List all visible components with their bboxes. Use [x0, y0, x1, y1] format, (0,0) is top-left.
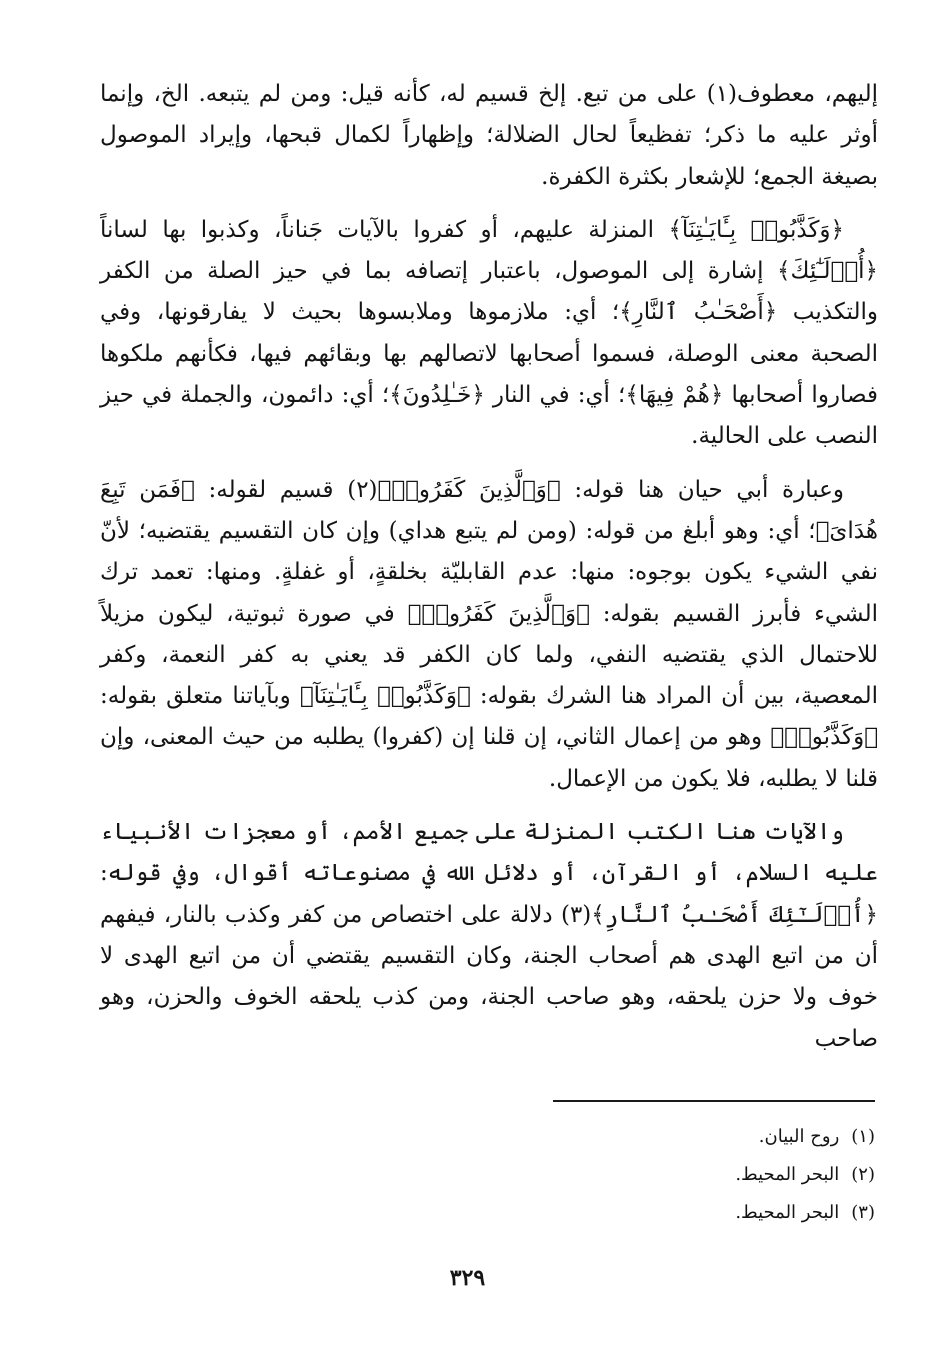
footnote-number: (١): [851, 1126, 875, 1147]
main-text: [100, 74, 878, 1072]
footnote-number: (٢): [851, 1164, 875, 1185]
footnote-text: البحر المحيط.: [735, 1164, 840, 1185]
page-number: ٣٢٩: [449, 1265, 486, 1291]
footnote-separator: [553, 1100, 875, 1102]
paragraph-2: ﴿وَكَذَّبُوا۟ بِـَٔايَـٰتِنَآ﴾ المنزلة عليهم، أو كفروا بالآيات جَناناً، وكذبوا بها لساناً ﴿أُو۟لَـٰٓئِكَ﴾ إشارة إلى الموصول، باعتبار إتصافه بما في حيز الصلة من الكفر والتكذيب ﴿أَصْحَـٰبُ ٱلنَّارِ﴾؛ أي: ملازموها وملابسوها بحيث لا يفارقونها، وفي الصحبة معنى الوصلة، فسموا أصحابها لاتصالهم بها وبقائهم فيها، فكأنهم ملكوها فصاروا أصحابها ﴿هُمْ فِيهَا﴾؛ أي: في النار ﴿خَـٰلِدُونَ﴾؛ أي: دائمون، والجملة في حيز النصب على الحالية.: [100, 216, 878, 450]
paragraph-4: والآيات هنا الكتب المنزلة على جميع الأمم، أو معجزات الأنبياء عليه السلام، أو القرآن، أو دلائل الله في مصنوعاته أقوال، وفي قوله: ﴿أُو۟لَـٰٓئِكَ أَصْحَـٰبُ ٱلنَّارِ﴾(٣) دلالة على اختصاص من كفر وكذب بالنار، فيفهم أن من اتبع الهدى هم أصحاب الجنة، وكان التقسيم يقتضي أن من اتبع الهدى لا خوف ولا حزن يلحقه، وهو صاحب الجنة، ومن كذب يلحقه الخوف والحزن، وهو صاحب: [100, 819, 878, 1052]
footnote-3: [553, 1194, 875, 1232]
footnote-text: البحر المحيط.: [735, 1202, 840, 1223]
paragraph-1: إليهم، معطوف(١) على من تبع. إلخ قسيم له، كأنه قيل: ومن لم يتبعه. الخ، وإنما أوثر عليه ما ذكر؛ تفظيعاً لحال الضلالة؛ وإظهاراً لكمال قبحها، وإيراد الموصول بصيغة الجمع؛ للإشعار بكثرة الكفرة.: [100, 81, 878, 190]
footnote-number: (٣): [851, 1202, 875, 1223]
paragraph-3: وعبارة أبي حيان هنا قوله: ﴿وَٱلَّذِينَ كَفَرُوا۟﴾(٢) قسيم لقوله: ﴿فَمَن تَبِعَ هُدَاىَ﴾؛ أي: وهو أبلغ من قوله: (ومن لم يتبع هداي) وإن كان التقسيم يقتضيه؛ لأنّ نفي الشيء يكون بوجوه: منها: عدم القابليّة بخلقةٍ، أو غفلةٍ. ومنها: تعمد ترك الشيء فأبرز القسيم بقوله: ﴿وَٱلَّذِينَ كَفَرُوا۟﴾ في صورة ثبوتية، ليكون مزيلاً للاحتمال الذي يقتضيه النفي، ولما كان الكفر قد يعني به كفر النعمة، وكفر المعصية، بين أن المراد هنا الشرك بقوله: ﴿وَكَذَّبُوا۟ بِـَٔايَـٰتِنَآ﴾ وبآياتنا متعلق بقوله: ﴿وَكَذَّبُوا۟﴾ وهو من إعمال الثاني، إن قلنا إن (كفروا) يطلبه من حيث المعنى، وإن قلنا لا يطلبه، فلا يكون من الإعمال.: [100, 476, 878, 792]
footnote-text: روح البيان.: [758, 1126, 840, 1147]
footnote-1: [553, 1118, 875, 1156]
footnote-2: [553, 1156, 875, 1194]
footnotes: [553, 1118, 875, 1232]
